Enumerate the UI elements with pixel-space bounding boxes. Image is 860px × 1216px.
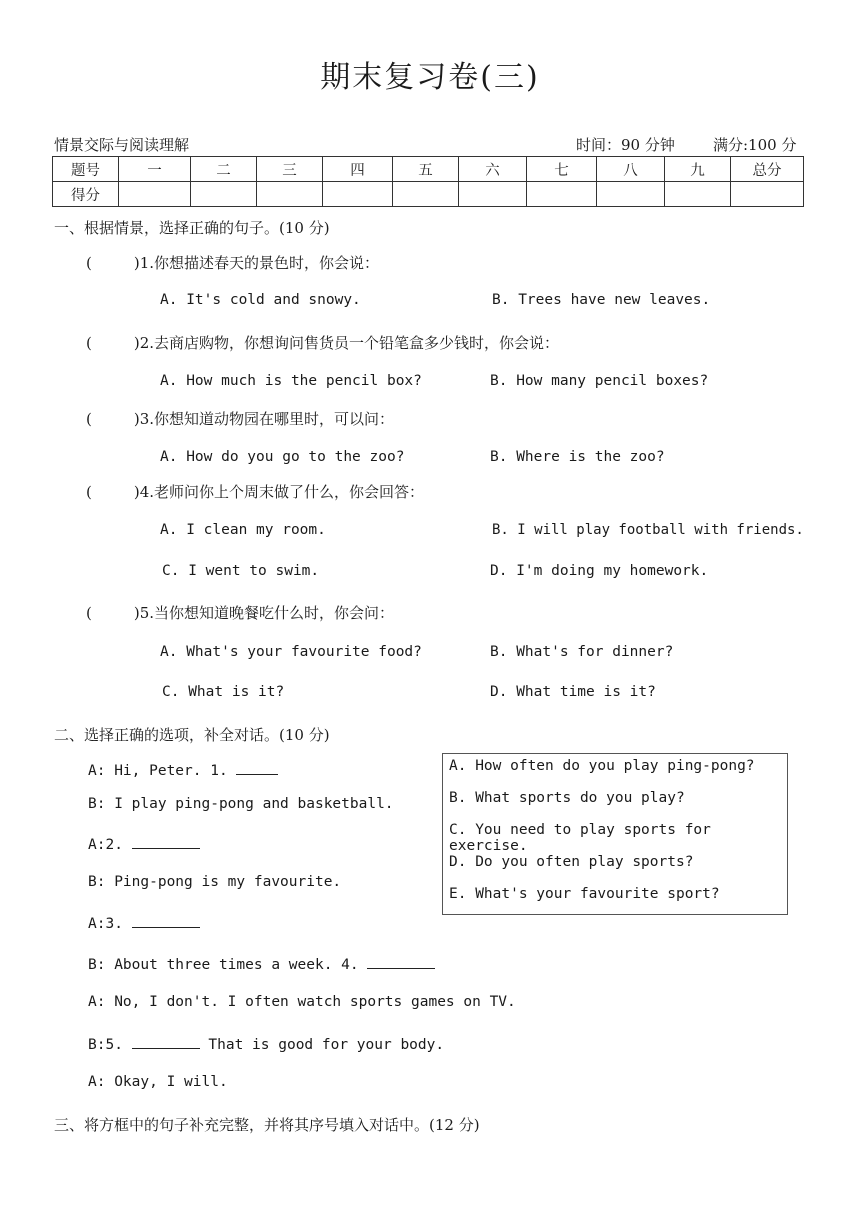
table-cell: 题号	[53, 157, 119, 182]
dialogue-line	[88, 1034, 444, 1053]
answer-paren-open: (	[86, 410, 92, 428]
option-b: B. What's for dinner?	[490, 644, 674, 660]
dialogue-text: A: Hi, Peter. 1.	[88, 763, 228, 779]
answer-paren-close: )	[133, 604, 140, 622]
table-cell: 一	[119, 157, 191, 182]
dialogue-text: A:3.	[88, 916, 123, 932]
answer-paren-close: )	[133, 410, 140, 428]
dialogue-text: B: About three times a week. 4.	[88, 957, 359, 973]
score-cell[interactable]	[731, 182, 804, 207]
option-c: C. I went to swim.	[162, 563, 320, 579]
answer-blank[interactable]	[132, 834, 200, 849]
option-item: B. What sports do you play?	[449, 790, 685, 806]
score-cell[interactable]	[257, 182, 323, 207]
table-cell: 七	[527, 157, 597, 182]
dialogue-line	[88, 954, 435, 973]
option-a: A. It's cold and snowy.	[160, 292, 361, 308]
dialogue-line: B: Ping-pong is my favourite.	[88, 874, 342, 890]
option-item: E. What's your favourite sport?	[449, 886, 720, 902]
answer-paren-close: )	[133, 334, 140, 352]
question-stem	[86, 481, 424, 502]
section1-heading: 一、根据情景，选择正确的句子。(10 分)	[54, 219, 330, 237]
score-table-header-row	[53, 157, 804, 182]
table-cell: 九	[665, 157, 731, 182]
table-cell: 二	[191, 157, 257, 182]
score-cell[interactable]	[597, 182, 665, 207]
answer-paren-open: (	[86, 604, 92, 622]
time-label: 时间：90 分钟	[576, 136, 675, 154]
section2-heading: 二、选择正确的选项，补全对话。(10 分)	[54, 726, 330, 744]
score-table	[52, 156, 804, 207]
full-score-label: 满分:100 分	[713, 136, 797, 154]
table-cell: 五	[393, 157, 459, 182]
dialogue-text: B:5.	[88, 1037, 123, 1053]
question-text: 2.去商店购物，你想询问售货员一个铅笔盒多少钱时，你会说：	[139, 334, 560, 352]
question-stem	[86, 252, 379, 273]
answer-blank[interactable]	[367, 954, 435, 969]
options-box	[442, 753, 788, 915]
table-cell: 得分	[53, 182, 119, 207]
option-c: C. What is it?	[162, 684, 285, 700]
score-cell[interactable]	[119, 182, 191, 207]
dialogue-text: A:2.	[88, 837, 123, 853]
question-text: 5.当你想知道晚餐吃什么时，你会问：	[139, 604, 395, 622]
option-b: B. How many pencil boxes?	[490, 373, 709, 389]
dialogue-line: A: No, I don't. I often watch sports games on TV.	[88, 994, 516, 1010]
answer-paren-close: )	[133, 254, 140, 272]
option-b: B. Where is the zoo?	[490, 449, 665, 465]
option-d: D. I'm doing my homework.	[490, 563, 709, 579]
table-cell: 八	[597, 157, 665, 182]
dialogue-text: That is good for your body.	[208, 1037, 445, 1053]
question-text: 3.你想知道动物园在哪里时，可以问：	[139, 410, 395, 428]
option-a: A. How do you go to the zoo?	[160, 449, 405, 465]
option-a: A. I clean my room.	[160, 522, 326, 538]
score-cell[interactable]	[527, 182, 597, 207]
answer-paren-open: (	[86, 254, 92, 272]
dialogue-line: B: I play ping-pong and basketball.	[88, 796, 394, 812]
option-d: D. What time is it?	[490, 684, 656, 700]
option-a: A. How much is the pencil box?	[160, 373, 422, 389]
question-text: 4.老师问你上个周末做了什么，你会回答：	[139, 483, 425, 501]
answer-paren-open: (	[86, 483, 92, 501]
score-cell[interactable]	[665, 182, 731, 207]
dialogue-line	[88, 834, 200, 853]
question-stem	[86, 602, 394, 623]
answer-blank[interactable]	[236, 760, 278, 775]
question-text: 1.你想描述春天的景色时，你会说：	[139, 254, 380, 272]
page-title: 期末复习卷(三)	[320, 60, 540, 95]
score-cell[interactable]	[191, 182, 257, 207]
option-item: A. How often do you play ping-pong?	[449, 758, 755, 774]
dialogue-line: A: Okay, I will.	[88, 1074, 228, 1090]
option-b: B. I will play football with friends.	[492, 522, 804, 538]
table-cell: 四	[323, 157, 393, 182]
answer-blank[interactable]	[132, 1034, 200, 1049]
table-cell: 三	[257, 157, 323, 182]
question-stem	[86, 332, 559, 353]
answer-paren-close: )	[133, 483, 140, 501]
answer-blank[interactable]	[132, 913, 200, 928]
answer-paren-open: (	[86, 334, 92, 352]
score-cell[interactable]	[393, 182, 459, 207]
dialogue-line	[88, 913, 200, 932]
option-b: B. Trees have new leaves.	[492, 292, 711, 308]
option-item: D. Do you often play sports?	[449, 854, 694, 870]
option-item: C. You need to play sports for exercise.	[449, 822, 711, 854]
score-cell[interactable]	[323, 182, 393, 207]
table-cell: 总分	[731, 157, 804, 182]
question-stem	[86, 408, 394, 429]
option-a: A. What's your favourite food?	[160, 644, 422, 660]
section3-heading: 三、将方框中的句子补充完整，并将其序号填入对话中。(12 分)	[54, 1116, 480, 1134]
table-cell: 六	[459, 157, 527, 182]
score-cell[interactable]	[459, 182, 527, 207]
subject-label: 情景交际与阅读理解	[54, 136, 190, 154]
score-table-score-row	[53, 182, 804, 207]
dialogue-line	[88, 760, 278, 779]
